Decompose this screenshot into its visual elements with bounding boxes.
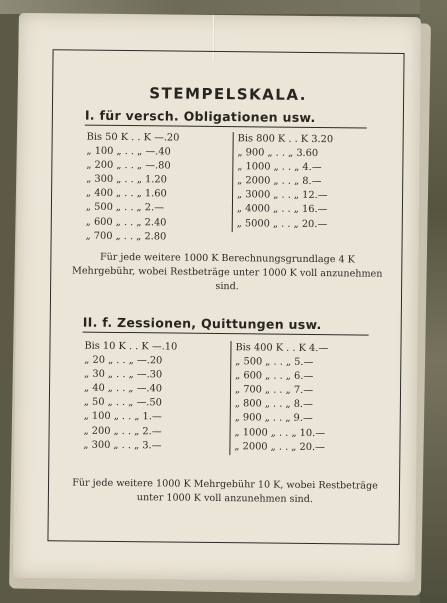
table-row: „ 700 „ . . „ 2.80 bbox=[85, 230, 167, 243]
table-row: „ 100 „ . . „ —.40 bbox=[86, 145, 171, 158]
table-row: Bis 10 K . . K —.10 bbox=[84, 340, 178, 353]
background-fabric-top bbox=[0, 0, 447, 14]
table-row: „ 20 „ . . „ —.20 bbox=[84, 354, 163, 367]
page-title: STEMPELSKALA. bbox=[149, 84, 308, 104]
table-row: Bis 50 K . . K —.20 bbox=[86, 131, 180, 144]
table-row: „ 500 „ . . „ 2.— bbox=[85, 202, 164, 214]
table-row: „ 5000 „ . . „ 20.— bbox=[236, 217, 328, 230]
table-row: „ 900 „ . . „ 3.60 bbox=[237, 147, 319, 160]
section-1-note: Für jede weitere 1000 K Berechnungsgrundlage 4 K Mehrgebühr, wobei Restbeträge unter 1000 K voll anzunehmen sind. bbox=[72, 251, 383, 293]
table-row: Bis 400 K . . K 4.— bbox=[235, 342, 329, 355]
table-row: „ 900 „ . . „ 9.— bbox=[234, 412, 313, 425]
table-row: „ 600 „ . . „ 6.— bbox=[235, 370, 314, 383]
table-row: „ 3000 „ . . „ 12.— bbox=[237, 189, 328, 202]
section-1-table bbox=[86, 131, 361, 250]
section-2-left-column bbox=[83, 340, 218, 454]
printed-card bbox=[13, 13, 421, 582]
section-1-title: I. für versch. Obligationen usw. bbox=[84, 107, 316, 126]
section-1-right-column bbox=[232, 132, 368, 233]
table-row: „ 1000 „ . . „ 10.— bbox=[234, 426, 326, 439]
section-2-rule bbox=[83, 332, 369, 336]
table-row: „ 300 „ . . „ 3.— bbox=[83, 439, 162, 452]
section-2-right-column bbox=[229, 341, 365, 456]
table-row: „ 1000 „ . . „ 4.— bbox=[237, 161, 322, 174]
section-2-note: Für jede weitere 1000 K Mehrgebühr 10 K, wobei Restbeträge unter 1000 K voll anzunehmen sind. bbox=[72, 477, 378, 506]
section-1-rule bbox=[85, 125, 367, 129]
section-1-left-column bbox=[86, 131, 221, 245]
table-row: „ 50 „ . . „ —.50 bbox=[83, 396, 162, 409]
table-row: „ 800 „ . . „ 8.— bbox=[234, 398, 313, 411]
section-2-table bbox=[83, 340, 358, 459]
table-row: „ 500 „ . . „ 5.— bbox=[235, 356, 314, 369]
table-row: „ 2000 „ . . „ 20.— bbox=[234, 440, 325, 453]
table-row: „ 700 „ . . „ 7.— bbox=[234, 384, 314, 397]
table-row: „ 600 „ . . „ 2.40 bbox=[85, 216, 167, 229]
table-row: „ 4000 „ . . „ 16.— bbox=[236, 203, 328, 216]
table-row: „ 100 „ . . „ 1.— bbox=[83, 411, 162, 423]
table-row: „ 40 „ . . „ —.40 bbox=[83, 382, 163, 395]
table-row: „ 200 „ . . „ —.80 bbox=[86, 159, 171, 172]
table-row: „ 200 „ . . „ 2.— bbox=[83, 425, 162, 437]
table-row: Bis 800 K . . K 3.20 bbox=[237, 133, 334, 146]
stamp-scale-frame bbox=[47, 49, 404, 545]
table-row: „ 30 „ . . „ —.30 bbox=[84, 368, 163, 381]
section-2-title: II. f. Zessionen, Quittungen usw. bbox=[82, 314, 322, 333]
table-row: „ 300 „ . . „ 1.20 bbox=[86, 173, 167, 186]
table-row: „ 400 „ . . „ 1.60 bbox=[86, 187, 167, 200]
table-row: „ 2000 „ . . „ 8.— bbox=[237, 175, 322, 188]
